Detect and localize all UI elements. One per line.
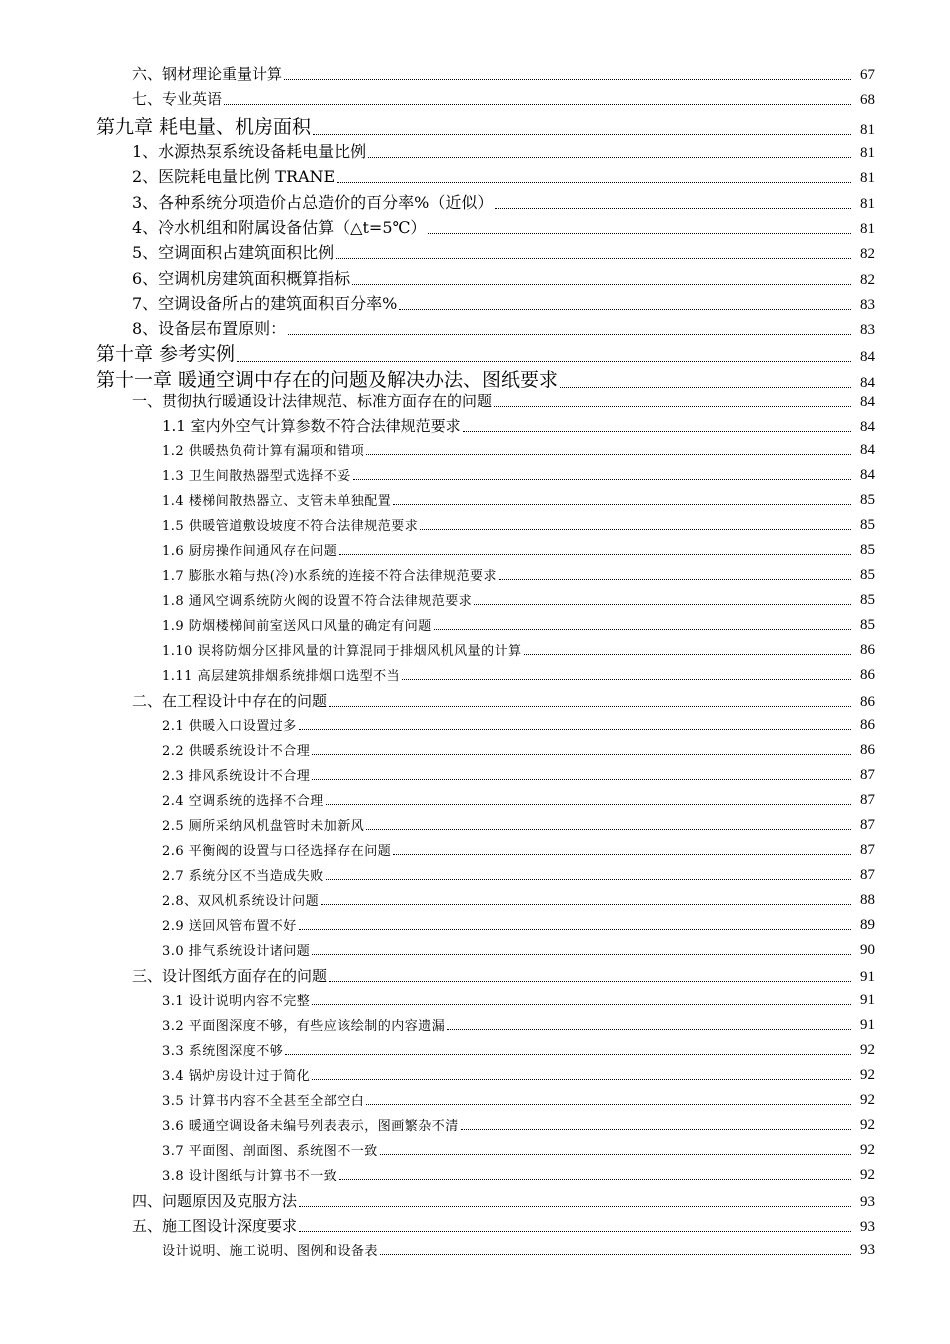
dot-leader — [524, 654, 851, 655]
dot-leader — [380, 1154, 851, 1155]
toc-entry-page: 84 — [860, 394, 875, 410]
dot-leader — [495, 208, 851, 209]
toc-entry — [0, 540, 950, 559]
dot-leader — [326, 804, 851, 805]
toc-entry — [0, 865, 950, 884]
toc-entry — [0, 139, 950, 162]
toc-entry — [0, 965, 950, 986]
toc-entry — [0, 1215, 950, 1236]
dot-leader — [336, 258, 851, 259]
dot-leader — [461, 1129, 851, 1130]
toc-entry-title: 第十章 参考实例 — [96, 343, 236, 365]
toc-entry — [0, 940, 950, 959]
toc-entry-title: 3、各种系统分项造价占总造价的百分率%（近似） — [132, 193, 494, 212]
toc-entry-title: 七、专业英语 — [132, 90, 223, 108]
toc-entry — [0, 815, 950, 834]
toc-entry-page: 87 — [860, 867, 875, 883]
dot-leader — [339, 1179, 851, 1180]
toc-entry-page: 81 — [860, 122, 875, 138]
toc-entry-page: 82 — [860, 272, 875, 288]
toc-entry-page: 85 — [860, 567, 875, 583]
toc-entry-page: 87 — [860, 767, 875, 783]
toc-entry-title: 2.1 供暖入口设置过多 — [162, 719, 297, 734]
dot-leader — [312, 779, 851, 780]
toc-entry — [0, 665, 950, 684]
toc-entry-page: 84 — [860, 419, 875, 435]
toc-entry — [0, 790, 950, 809]
dot-leader — [288, 334, 851, 335]
toc-entry — [0, 415, 950, 436]
toc-entry — [0, 840, 950, 859]
toc-entry — [0, 590, 950, 609]
toc-entry-page: 87 — [860, 792, 875, 808]
toc-entry-title: 1.9 防烟楼梯间前室送风口风量的确定有问题 — [162, 619, 432, 634]
toc-entry-page: 84 — [860, 349, 875, 365]
toc-entry-title: 1.10 误将防烟分区排风量的计算混同于排烟风机风量的计算 — [162, 644, 522, 659]
dot-leader — [312, 954, 851, 955]
dot-leader — [321, 904, 851, 905]
toc-entry-page: 93 — [860, 1194, 875, 1210]
toc-entry — [0, 1040, 950, 1059]
toc-entry — [0, 1240, 950, 1259]
toc-entry-page: 91 — [860, 992, 875, 1008]
toc-entry-title: 3.0 排气系统设计诸问题 — [162, 944, 311, 959]
toc-entry — [0, 1115, 950, 1134]
toc-entry — [0, 266, 950, 289]
toc-entry-page: 92 — [860, 1117, 875, 1133]
toc-entry — [0, 1065, 950, 1084]
toc-entry-title: 1.2 供暖热负荷计算有漏项和错项 — [162, 444, 365, 459]
toc-entry — [0, 640, 950, 659]
toc-entry-page: 92 — [860, 1167, 875, 1183]
toc-entry — [0, 240, 950, 263]
toc-entry-title: 第九章 耗电量、机房面积 — [96, 116, 312, 138]
dot-leader — [402, 679, 851, 680]
toc-entry — [0, 190, 950, 213]
toc-entry-page: 85 — [860, 617, 875, 633]
dot-leader — [329, 981, 851, 982]
dot-leader — [326, 879, 851, 880]
toc-entry-page: 68 — [860, 92, 875, 108]
dot-leader — [284, 79, 851, 80]
toc-entry-title: 2.6 平衡阀的设置与口径选择存在问题 — [162, 844, 392, 859]
toc-entry — [0, 765, 950, 784]
toc-entry-title: 6、空调机房建筑面积概算指标 — [132, 269, 351, 288]
dot-leader — [312, 1079, 851, 1080]
toc-entry-title: 1.1 室内外空气计算参数不符合法律规范要求 — [162, 417, 461, 435]
toc-entry-title: 2.7 系统分区不当造成失败 — [162, 869, 324, 884]
toc-entry — [0, 690, 950, 711]
dot-leader — [368, 157, 851, 158]
toc-entry-page: 89 — [860, 917, 875, 933]
dot-leader — [393, 854, 851, 855]
dot-leader — [474, 604, 851, 605]
toc-entry-page: 86 — [860, 694, 875, 710]
toc-entry-title: 2.8、双风机系统设计问题 — [162, 894, 320, 909]
toc-entry-page: 85 — [860, 492, 875, 508]
toc-entry-title: 五、施工图设计深度要求 — [132, 1217, 298, 1235]
toc-entry-title: 3.3 系统图深度不够 — [162, 1044, 284, 1059]
dot-leader — [313, 134, 851, 135]
toc-entry — [0, 215, 950, 238]
toc-entry-page: 67 — [860, 67, 875, 83]
toc-entry — [0, 1090, 950, 1109]
toc-entry-page: 82 — [860, 246, 875, 262]
dot-leader — [434, 629, 851, 630]
dot-leader — [285, 1054, 851, 1055]
toc-entry-title: 六、钢材理论重量计算 — [132, 65, 283, 83]
toc-entry — [0, 990, 950, 1009]
toc-entry-title: 2.4 空调系统的选择不合理 — [162, 794, 324, 809]
toc-entry-page: 92 — [860, 1067, 875, 1083]
toc-entry-title: 2.9 送回风管布置不好 — [162, 919, 297, 934]
dot-leader — [312, 1004, 851, 1005]
toc-entry — [0, 440, 950, 459]
dot-leader — [366, 454, 851, 455]
dot-leader — [499, 579, 851, 580]
toc-entry-title: 3.4 锅炉房设计过于简化 — [162, 1069, 311, 1084]
toc-entry — [0, 715, 950, 734]
toc-entry-page: 88 — [860, 892, 875, 908]
toc-entry-title: 四、问题原因及克服方法 — [132, 1192, 298, 1210]
toc-entry — [0, 339, 950, 366]
toc-entry — [0, 112, 950, 139]
toc-entry-title: 一、贯彻执行暖通设计法律规范、标准方面存在的问题 — [132, 392, 493, 410]
dot-leader — [366, 1104, 851, 1105]
toc-entry-page: 92 — [860, 1092, 875, 1108]
dot-leader — [428, 233, 851, 234]
toc-entry-page: 85 — [860, 592, 875, 608]
toc-entry-title: 8、设备层布置原则： — [132, 319, 287, 338]
toc-entry-page: 86 — [860, 717, 875, 733]
toc-entry-page: 83 — [860, 322, 875, 338]
toc-entry — [0, 1165, 950, 1184]
toc-entry — [0, 291, 950, 314]
toc-entry-page: 85 — [860, 542, 875, 558]
toc-entry-page: 87 — [860, 817, 875, 833]
toc-entry-page: 81 — [860, 170, 875, 186]
toc-entry-page: 86 — [860, 742, 875, 758]
toc-entry-title: 2.5 厕所采纳风机盘管时未加新风 — [162, 819, 365, 834]
toc-entry-page: 81 — [860, 145, 875, 161]
toc-entry-page: 93 — [860, 1242, 875, 1258]
toc-entry — [0, 515, 950, 534]
toc-entry — [0, 63, 950, 84]
dot-leader — [299, 929, 851, 930]
toc-entry-page: 83 — [860, 297, 875, 313]
toc-entry-title: 7、空调设备所占的建筑面积百分率% — [132, 294, 398, 313]
toc-entry-title: 二、在工程设计中存在的问题 — [132, 692, 328, 710]
toc-entry-page: 90 — [860, 942, 875, 958]
dot-leader — [329, 706, 851, 707]
toc-entry — [0, 365, 950, 392]
dot-leader — [463, 431, 851, 432]
toc-entry — [0, 615, 950, 634]
dot-leader — [353, 479, 851, 480]
toc-entry-title: 3.5 计算书内容不全甚至全部空白 — [162, 1094, 365, 1109]
toc-entry-title: 1.6 厨房操作间通风存在问题 — [162, 544, 338, 559]
dot-leader — [237, 361, 851, 362]
toc-entry-page: 81 — [860, 196, 875, 212]
dot-leader — [560, 387, 851, 388]
toc-entry-page: 81 — [860, 221, 875, 237]
toc-entry — [0, 390, 950, 411]
toc-entry-page: 84 — [860, 442, 875, 458]
dot-leader — [299, 1206, 851, 1207]
toc-entry-page: 91 — [860, 969, 875, 985]
dot-leader — [366, 829, 851, 830]
toc-entry-page: 85 — [860, 517, 875, 533]
dot-leader — [393, 504, 851, 505]
toc-entry-page: 84 — [860, 467, 875, 483]
toc-entry-title: 3.8 设计图纸与计算书不一致 — [162, 1169, 338, 1184]
toc-entry-title: 1、水源热泵系统设备耗电量比例 — [132, 142, 367, 161]
toc-entry — [0, 740, 950, 759]
toc-entry-page: 92 — [860, 1142, 875, 1158]
toc-entry-title: 2.3 排风系统设计不合理 — [162, 769, 311, 784]
toc-entry-title: 3.2 平面图深度不够，有些应该绘制的内容遗漏 — [162, 1019, 446, 1034]
toc-entry-title: 1.4 楼梯间散热器立、支管未单独配置 — [162, 494, 392, 509]
toc-entry-page: 86 — [860, 667, 875, 683]
dot-leader — [299, 1231, 851, 1232]
toc-entry-page: 86 — [860, 642, 875, 658]
dot-leader — [380, 1254, 851, 1255]
toc-entry-title: 3.1 设计说明内容不完整 — [162, 994, 311, 1009]
toc-entry-title: 1.11 高层建筑排烟系统排烟口选型不当 — [162, 669, 401, 684]
toc-entry-page: 87 — [860, 842, 875, 858]
dot-leader — [447, 1029, 851, 1030]
toc-entry-title: 1.5 供暖管道敷设坡度不符合法律规范要求 — [162, 519, 419, 534]
toc-entry — [0, 316, 950, 339]
toc-entry-title: 4、冷水机组和附属设备估算（△t=5℃） — [132, 218, 427, 237]
dot-leader — [224, 104, 851, 105]
toc-entry-title: 2、医院耗电量比例 TRANE — [132, 167, 336, 186]
dot-leader — [420, 529, 851, 530]
dot-leader — [399, 309, 851, 310]
toc-entry — [0, 1190, 950, 1211]
toc-entry — [0, 1015, 950, 1034]
dot-leader — [312, 754, 851, 755]
toc-entry-title: 1.8 通风空调系统防火阀的设置不符合法律规范要求 — [162, 594, 473, 609]
toc-entry — [0, 1140, 950, 1159]
toc-entry — [0, 490, 950, 509]
toc-entry — [0, 164, 950, 187]
dot-leader — [299, 729, 851, 730]
dot-leader — [494, 406, 851, 407]
toc-entry-title: 第十一章 暖通空调中存在的问题及解决办法、图纸要求 — [96, 369, 559, 391]
toc-entry-title: 三、设计图纸方面存在的问题 — [132, 967, 328, 985]
toc-entry-title: 设计说明、施工说明、图例和设备表 — [162, 1244, 379, 1259]
dot-leader — [337, 182, 851, 183]
toc-entry — [0, 565, 950, 584]
toc-entry — [0, 890, 950, 909]
toc-entry-page: 91 — [860, 1017, 875, 1033]
toc-entry-title: 3.7 平面图、剖面图、系统图不一致 — [162, 1144, 378, 1159]
toc-entry-page: 92 — [860, 1042, 875, 1058]
toc-entry-title: 5、空调面积占建筑面积比例 — [132, 243, 335, 262]
toc-entry — [0, 88, 950, 109]
toc-entry-title: 3.6 暖通空调设备未编号列表表示，图画繁杂不清 — [162, 1119, 459, 1134]
toc-entry-page: 93 — [860, 1219, 875, 1235]
dot-leader — [339, 554, 851, 555]
toc-entry-title: 1.3 卫生间散热器型式选择不妥 — [162, 469, 351, 484]
toc-entry-title: 2.2 供暖系统设计不合理 — [162, 744, 311, 759]
toc-entry-title: 1.7 膨胀水箱与热(冷)水系统的连接不符合法律规范要求 — [162, 569, 497, 584]
dot-leader — [352, 284, 851, 285]
toc-entry-page: 84 — [860, 375, 875, 391]
toc-entry — [0, 465, 950, 484]
toc-entry — [0, 915, 950, 934]
